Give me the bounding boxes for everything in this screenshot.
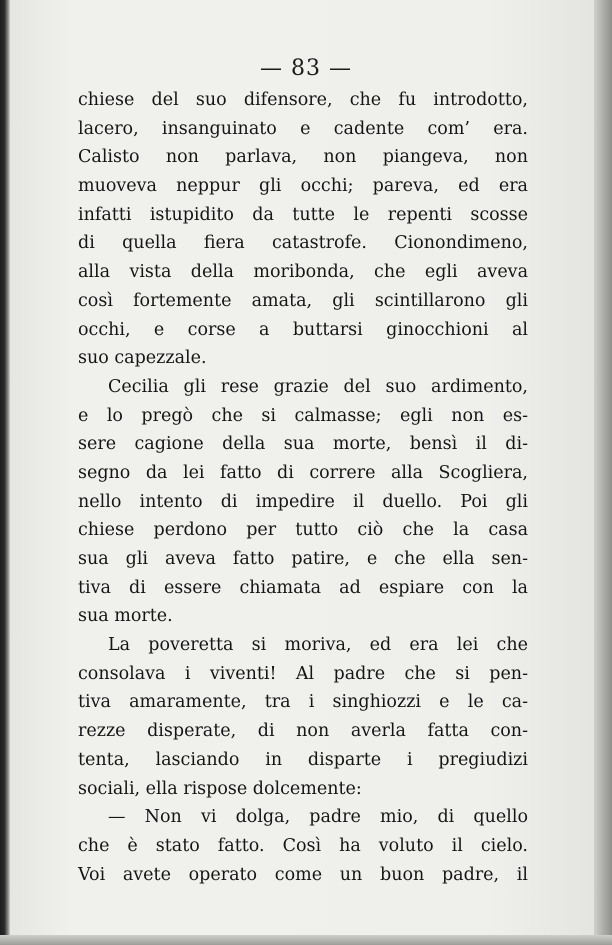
text-line: muoveva neppur gli occhi; pareva, ed era bbox=[78, 176, 528, 197]
text-line: — Non vi dolga, padre mio, di quello bbox=[108, 807, 528, 828]
text-line: così fortemente amata, gli scintillarono gli bbox=[78, 290, 528, 311]
text-line: chiese del suo difensore, che fu introdotto, bbox=[78, 90, 528, 110]
text-line: La poveretta si moriva, ed era lei che bbox=[108, 635, 528, 656]
text-line: tiva amaramente, tra i singhiozzi e le ca- bbox=[78, 692, 528, 713]
text-line: chiese perdono per tutto ciò che la casa bbox=[78, 520, 528, 541]
text-line: tenta, lasciando in disparte i pregiudizi bbox=[78, 749, 528, 770]
paragraph-1 bbox=[78, 86, 528, 373]
text-line: sua morte. bbox=[78, 606, 173, 627]
text-line: segno da lei fatto di correre alla Scogliera, bbox=[78, 462, 528, 483]
text-line: sere cagione della sua morte, bensì il di- bbox=[78, 434, 528, 455]
text-line: e lo pregò che si calmasse; egli non es- bbox=[78, 405, 528, 426]
body-text bbox=[78, 86, 528, 889]
book-binding-edge bbox=[0, 0, 10, 945]
text-line: sua gli aveva fatto patire, e che ella sen- bbox=[78, 549, 528, 569]
text-line: Calisto non parlava, non piangeva, non bbox=[78, 147, 528, 168]
text-line: consolava i viventi! Al padre che si pen- bbox=[78, 663, 528, 684]
text-line: che è stato fatto. Così ha voluto il cielo. bbox=[78, 835, 528, 856]
page-number: — 83 — bbox=[260, 56, 352, 81]
text-line: nello intento di impedire il duello. Poi gli bbox=[78, 491, 528, 512]
text-line: di quella fiera catastrofe. Cionondimeno, bbox=[78, 233, 528, 254]
paragraph-4 bbox=[78, 803, 528, 889]
text-line: Cecilia gli rese grazie del suo ardimento, bbox=[108, 376, 528, 397]
text-line: lacero, insanguinato e cadente com’ era. bbox=[78, 118, 528, 139]
paragraph-2 bbox=[78, 373, 528, 631]
text-line: Voi avete operato come un buon padre, il bbox=[78, 864, 528, 885]
text-line: suo capezzale. bbox=[78, 348, 207, 369]
text-line: tiva di essere chiamata ad espiare con la bbox=[78, 577, 528, 598]
text-line: infatti istupidito da tutte le repenti scosse bbox=[78, 204, 528, 225]
text-line: occhi, e corse a buttarsi ginocchioni al bbox=[78, 319, 528, 340]
page-bottom-edge bbox=[0, 935, 612, 945]
text-line: rezze disperate, di non averla fatta con- bbox=[78, 721, 528, 742]
text-line: sociali, ella rispose dolcemente: bbox=[78, 778, 362, 799]
page-right-edge bbox=[594, 0, 612, 945]
text-line: alla vista della moribonda, che egli aveva bbox=[78, 262, 528, 283]
paragraph-3 bbox=[78, 631, 528, 803]
